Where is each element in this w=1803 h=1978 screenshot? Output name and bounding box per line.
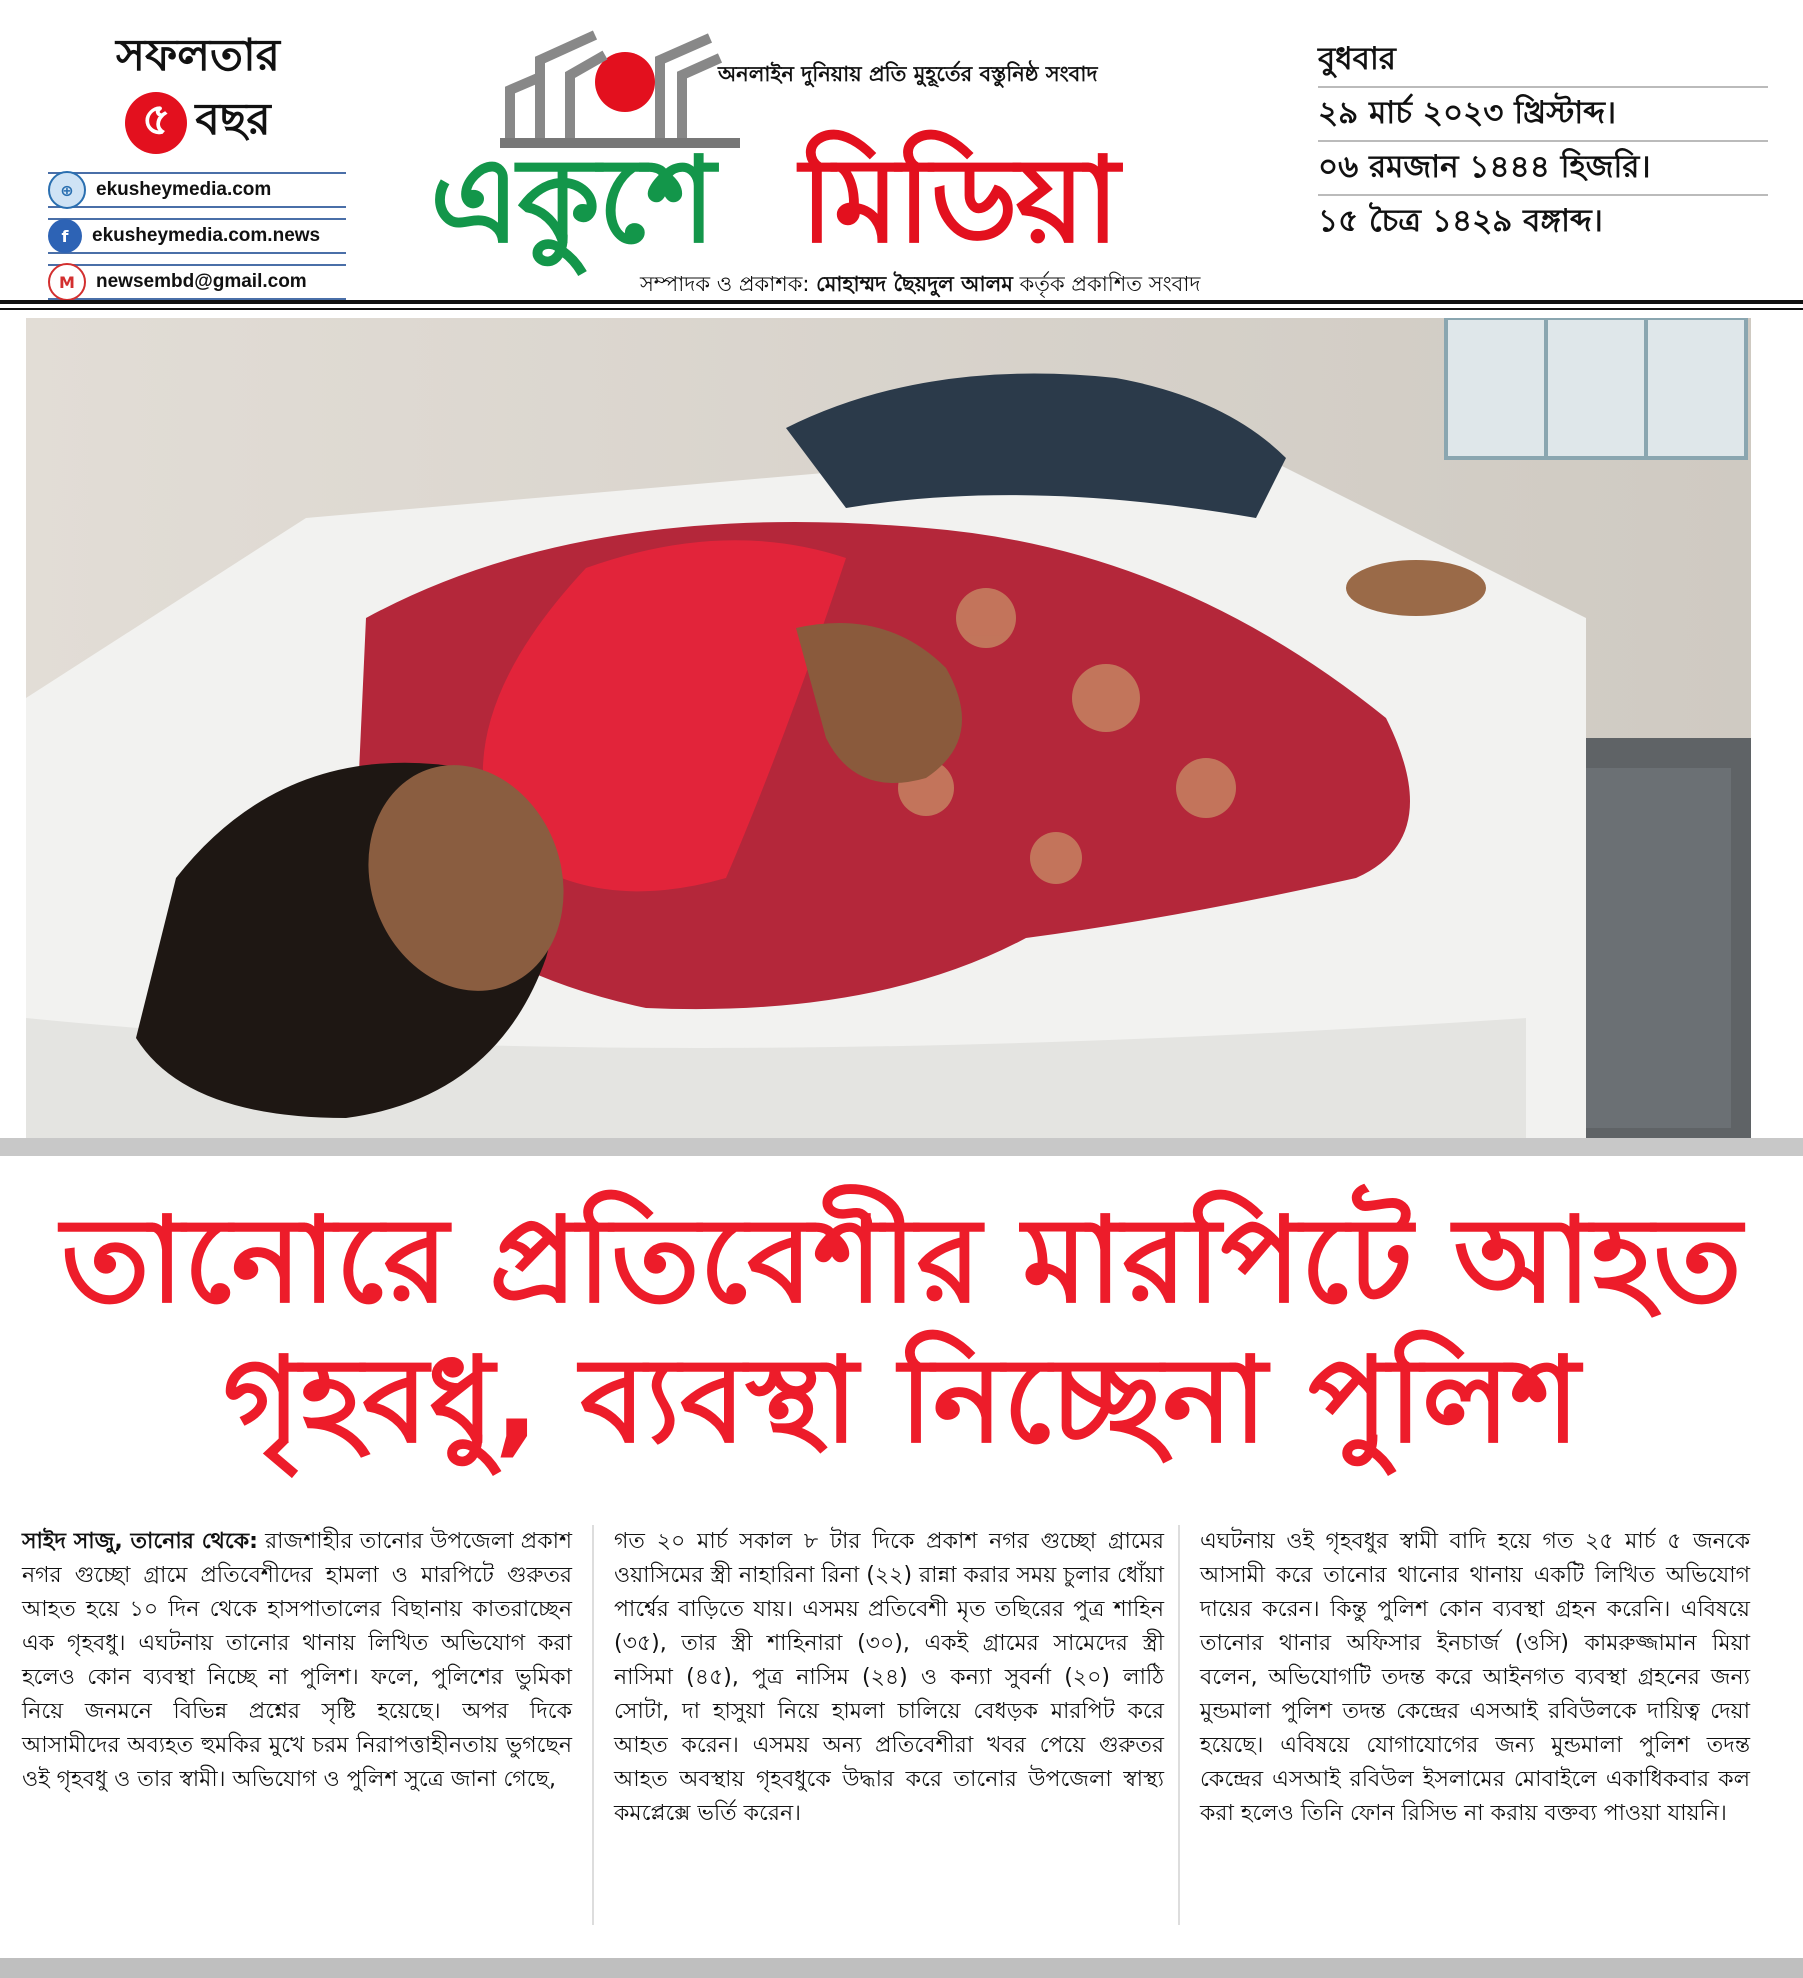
photo-bottom-band (0, 1138, 1803, 1156)
gregorian-date: ২৯ মার্চ ২০২৩ খ্রিস্টাব্দ। (1318, 88, 1768, 142)
globe-icon: ⊕ (48, 171, 86, 209)
column-divider (592, 1525, 594, 1925)
photo-illustration (26, 318, 1751, 1138)
logo (420, 20, 1210, 269)
article-body (22, 1525, 1782, 1945)
column-1-text: রাজশাহীর তানোর উপজেলা প্রকাশ নগর গুচ্ছো গ্রামে প্রতিবেশীদের হামলা ও মারপিটে গুরুতর আহত হয়ে ১০ দিন থেকে হাসপাতালের বিছানায় কাতরাচ্ছেন এক গৃহবধু। এঘটনায় তানোর থানায় লিখিত অভিযোগ করা হলেও কোন ব্যবস্থা নিচ্ছে না পুলিশ। ফলে, পুলিশের ভুমিকা নিয়ে জনমনে বিভিন্ন প্রশ্নের সৃষ্টি হয়েছে। অপর দিকে আসামীদের অব্যহত হুমকির মুখে চরম নিরাপত্তাহীনতায় ভুগছেন ওই গৃহবধু ও তার স্বামী। অভিযোগ ও পুলিশ সুত্রে জানা গেছে, (22, 1529, 572, 1792)
email-text: newsembd@gmail.com (96, 271, 307, 292)
masthead-rule-thin (0, 308, 1803, 310)
anniversary-word: বছর (195, 94, 271, 145)
logo-word-red: মিডিয়া (800, 131, 1118, 269)
column-divider (1178, 1525, 1180, 1925)
bangla-date: ১৫ চৈত্র ১৪২৯ বঙ্গাব্দ। (1318, 203, 1603, 239)
publisher-suffix: কর্তৃক প্রকাশিত সংবাদ (1019, 272, 1201, 296)
contact-facebook[interactable] (48, 218, 346, 254)
article-column-2: গত ২০ মার্চ সকাল ৮ টার দিকে প্রকাশ নগর গুচ্ছো গ্রামের ওয়াসিমের স্ত্রী নাহারিনা রিনা (২২) রান্না করার সময় চুলার ধোঁয়া পার্শ্বের বাড়িতে যায়। এসময় প্রতিবেশী মৃত তছিরের পুত্র শাহিন (৩৫), তার স্ত্রী শাহিনারা (৩০), একই গ্রামের সামেদের স্ত্রী নাসিমা (৪৫), পুত্র নাসিম (২৪) ও কন্যা সুবর্না (২০) লাঠি সোটা, দা হাসুয়া নিয়ে হামলা চালিয়ে বেধড়ক মারপিট করে আহত করেন। এসময় অন্য প্রতিবেশীরা খবর পেয়ে গুরুতর আহত অবস্থায় গৃহবধুকে উদ্ধার করে তানোর উপজেলা স্বাস্থ্য কমপ্লেক্সে ভর্তি করেন। (614, 1529, 1164, 1826)
date-block (1318, 34, 1768, 248)
tagline: অনলাইন দুনিয়ায় প্রতি মুহূর্তের বস্তুনিষ্ঠ সংবাদ (718, 62, 1098, 86)
page-bottom-band (0, 1958, 1803, 1978)
hijri-date: ০৬ রমজান ১৪৪৪ হিজরি। (1318, 142, 1768, 196)
mail-icon: M (48, 263, 86, 301)
contact-website[interactable] (48, 172, 346, 208)
publisher-line (640, 268, 1200, 303)
article-column-1 (22, 1525, 572, 1797)
headline-line-1: তানোরে প্রতিবেশীর মারপিটে আহত (61, 1191, 1742, 1329)
facebook-text: ekusheymedia.com.news (92, 225, 321, 246)
masthead (0, 0, 1803, 296)
website-text: ekusheymedia.com (96, 179, 272, 200)
masthead-rule-thick (0, 300, 1803, 304)
headline (20, 1190, 1783, 1470)
contact-email[interactable] (48, 264, 346, 300)
weekday: বুধবার (1318, 34, 1768, 88)
social-icon: f (48, 219, 82, 253)
anniversary-badge (48, 30, 348, 159)
headline-line-2: গৃহবধু, ব্যবস্থা নিচ্ছেনা পুলিশ (223, 1331, 1580, 1469)
news-photo (26, 318, 1751, 1138)
anniversary-number: ৫ (125, 92, 187, 154)
publisher-prefix: সম্পাদক ও প্রকাশক: (640, 272, 810, 296)
byline: সাইদ সাজু, তানোর থেকে: (22, 1529, 258, 1554)
publisher-name: মোহাম্মদ ছৈয়দুল আলম (816, 272, 1013, 296)
logo-word-green: একুশে (430, 131, 714, 269)
article-column-3: এঘটনায় ওই গৃহবধুর স্বামী বাদি হয়ে গত ২৫ মার্চ ৫ জনকে আসামী করে তানোর থানোর থানায় একটি লিখিত অভিযোগ দায়ের করেন। কিন্তু পুলিশ কোন ব্যবস্থা গ্রহন করেনি। এবিষয়ে তানোর থানার অফিসার ইনচার্জ (ওসি) কামরুজ্জামান মিয়া বলেন, অভিযোগটি তদন্ত করে আইনগত ব্যবস্থা গ্রহনের জন্য মুন্ডমালা পুলিশ তদন্ত কেন্দ্রের এসআই রবিউলকে দায়িত্ব দেয়া হয়েছে। এবিষয়ে যোগাযোগের জন্য মুন্ডমালা পুলিশ তদন্ত কেন্দ্রের এসআই রবিউল ইসলামের মোবাইলে একাধিকবার কল করা হলেও তিনি ফোন রিসিভ না করায় বক্তব্য পাওয়া যায়নি। (1200, 1529, 1750, 1826)
anniversary-title: সফলতার (116, 30, 280, 81)
